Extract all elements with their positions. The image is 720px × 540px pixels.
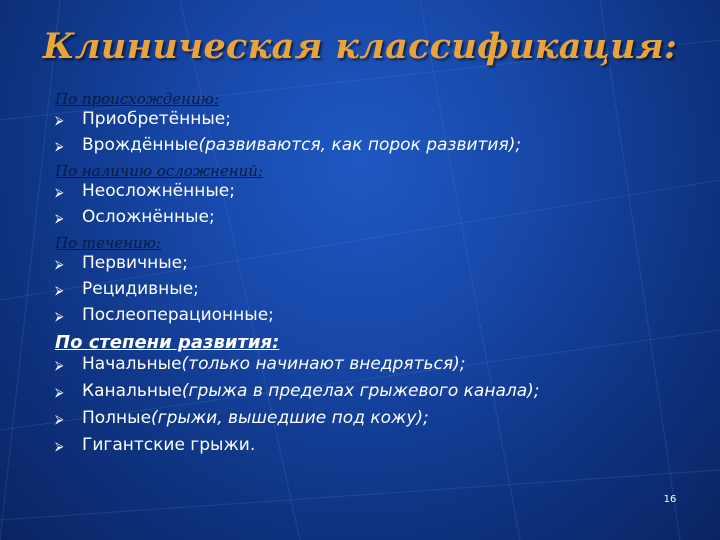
list-item xyxy=(55,435,705,462)
item-text: Послеоперационные; xyxy=(82,305,274,325)
arrow-bullet-icon: ⮚ xyxy=(55,385,64,399)
section-origin xyxy=(55,89,705,161)
slide-title: Клиническая классификация: xyxy=(42,26,678,67)
arrow-bullet-icon: ⮚ xyxy=(55,358,64,372)
list-item xyxy=(55,207,705,233)
section-degree xyxy=(55,332,705,462)
arrow-bullet-icon: ⮚ xyxy=(55,283,64,297)
item-text: Гигантские грыжи. xyxy=(82,435,256,455)
arrow-bullet-icon: ⮚ xyxy=(55,185,64,199)
arrow-bullet-icon: ⮚ xyxy=(55,113,64,127)
item-text: Неосложнённые; xyxy=(82,181,235,201)
arrow-bullet-icon: ⮚ xyxy=(55,439,64,453)
list-item xyxy=(55,109,705,135)
item-text: Рецидивные; xyxy=(82,279,199,299)
section-course xyxy=(55,233,705,331)
section-heading: По происхождению: xyxy=(55,90,219,108)
list-item xyxy=(55,253,705,279)
list-item xyxy=(55,279,705,305)
arrow-bullet-icon: ⮚ xyxy=(55,211,64,225)
item-note: (развиваются, как порок развития); xyxy=(198,135,522,155)
section-heading: По степени развития: xyxy=(55,332,280,353)
list-item xyxy=(55,305,705,331)
list-item xyxy=(55,408,705,435)
item-text: Канальные xyxy=(82,381,182,401)
item-text: Осложнённые; xyxy=(82,207,215,227)
item-note: (грыжи, вышедшие под кожу); xyxy=(151,408,429,428)
item-text: Приобретённые; xyxy=(82,109,231,129)
list-item xyxy=(55,381,705,408)
item-text: Первичные; xyxy=(82,253,188,273)
item-text: Начальные xyxy=(82,354,182,374)
arrow-bullet-icon: ⮚ xyxy=(55,257,64,271)
item-note: (только начинают внедряться); xyxy=(181,354,466,374)
list-item xyxy=(55,354,705,381)
section-complications xyxy=(55,161,705,233)
item-text: Врождённые xyxy=(82,135,199,155)
item-note: (грыжа в пределах грыжевого канала); xyxy=(181,381,540,401)
classification-list xyxy=(55,89,705,462)
list-item xyxy=(55,135,705,161)
page-number: 16 xyxy=(663,494,677,505)
list-item xyxy=(55,181,705,207)
section-heading: По наличию осложнений: xyxy=(55,162,263,180)
section-heading: По течению: xyxy=(55,234,161,252)
item-text: Полные xyxy=(82,408,152,428)
arrow-bullet-icon: ⮚ xyxy=(55,309,64,323)
arrow-bullet-icon: ⮚ xyxy=(55,139,64,153)
arrow-bullet-icon: ⮚ xyxy=(55,412,64,426)
